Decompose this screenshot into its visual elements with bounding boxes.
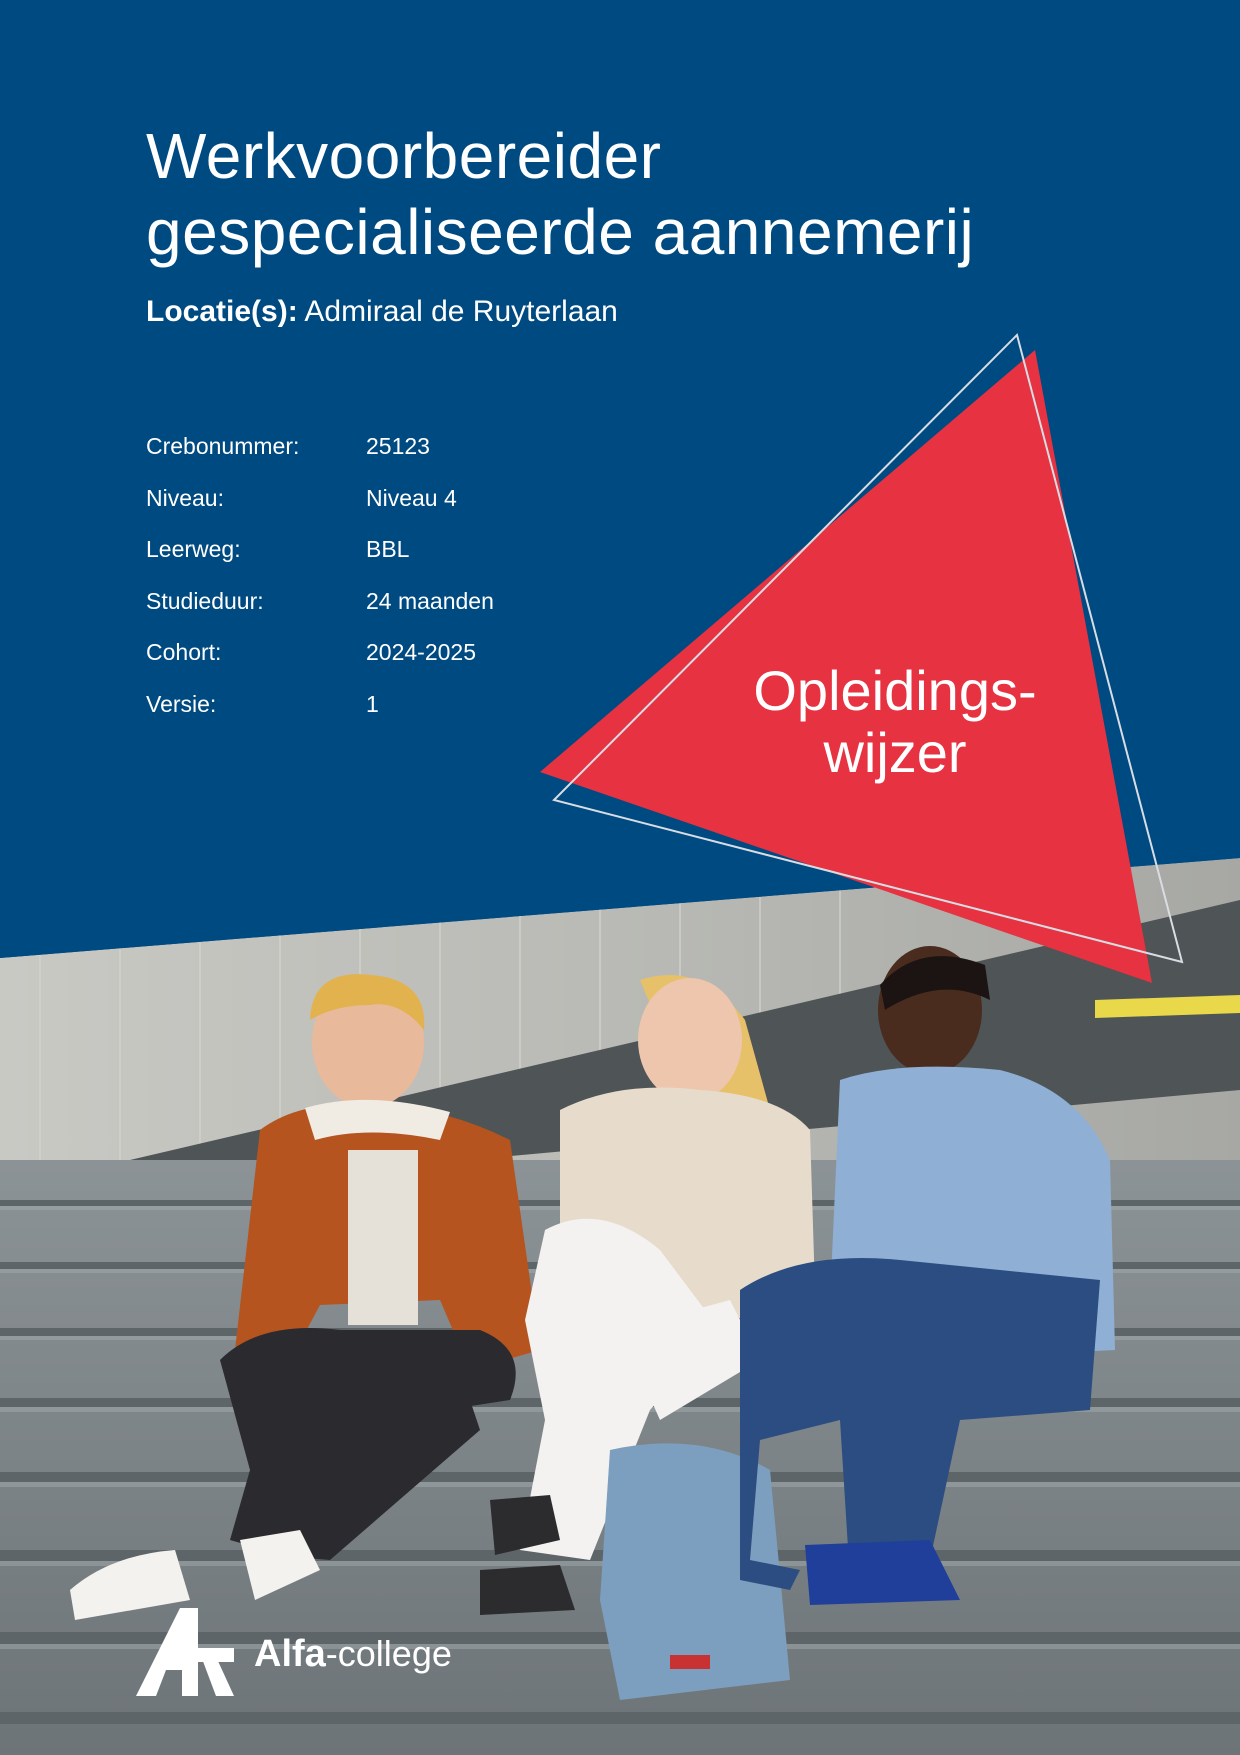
detail-value: 24 maanden bbox=[366, 587, 494, 614]
detail-row-niveau bbox=[146, 473, 626, 525]
detail-label: Niveau: bbox=[146, 484, 224, 511]
alfa-college-logo bbox=[136, 1608, 452, 1700]
detail-value: 25123 bbox=[366, 433, 430, 460]
location-value: Admiraal de Ruyterlaan bbox=[304, 295, 618, 328]
location bbox=[146, 292, 618, 332]
detail-value: 1 bbox=[366, 690, 379, 717]
detail-value: 2024-2025 bbox=[366, 639, 476, 666]
opleidingswijzer-badge bbox=[700, 660, 1090, 784]
badge-line-1: Opleidings- bbox=[753, 659, 1037, 722]
detail-row-studieduur bbox=[146, 576, 626, 628]
detail-row-leerweg bbox=[146, 524, 626, 576]
location-label: Locatie(s): bbox=[146, 295, 298, 328]
detail-label: Cohort: bbox=[146, 639, 222, 666]
logo-text-bold: Alfa bbox=[254, 1632, 326, 1675]
detail-value: Niveau 4 bbox=[366, 484, 457, 511]
detail-label: Leerweg: bbox=[146, 536, 241, 563]
badge-line-2: wijzer bbox=[823, 721, 967, 784]
page-title bbox=[146, 118, 1146, 270]
title-line-1: Werkvoorbereider bbox=[146, 120, 662, 192]
detail-value: BBL bbox=[366, 536, 410, 563]
detail-row-crebonummer bbox=[146, 421, 626, 473]
title-line-2: gespecialiseerde aannemerij bbox=[146, 196, 975, 268]
detail-label: Crebonummer: bbox=[146, 433, 300, 460]
detail-label: Versie: bbox=[146, 690, 217, 717]
logo-text bbox=[254, 1633, 452, 1676]
detail-label: Studieduur: bbox=[146, 587, 264, 614]
detail-row-versie bbox=[146, 679, 626, 731]
alfa-college-logo-icon bbox=[136, 1608, 234, 1700]
details-table bbox=[146, 421, 626, 730]
logo-text-rest: -college bbox=[325, 1632, 452, 1674]
detail-row-cohort bbox=[146, 627, 626, 679]
